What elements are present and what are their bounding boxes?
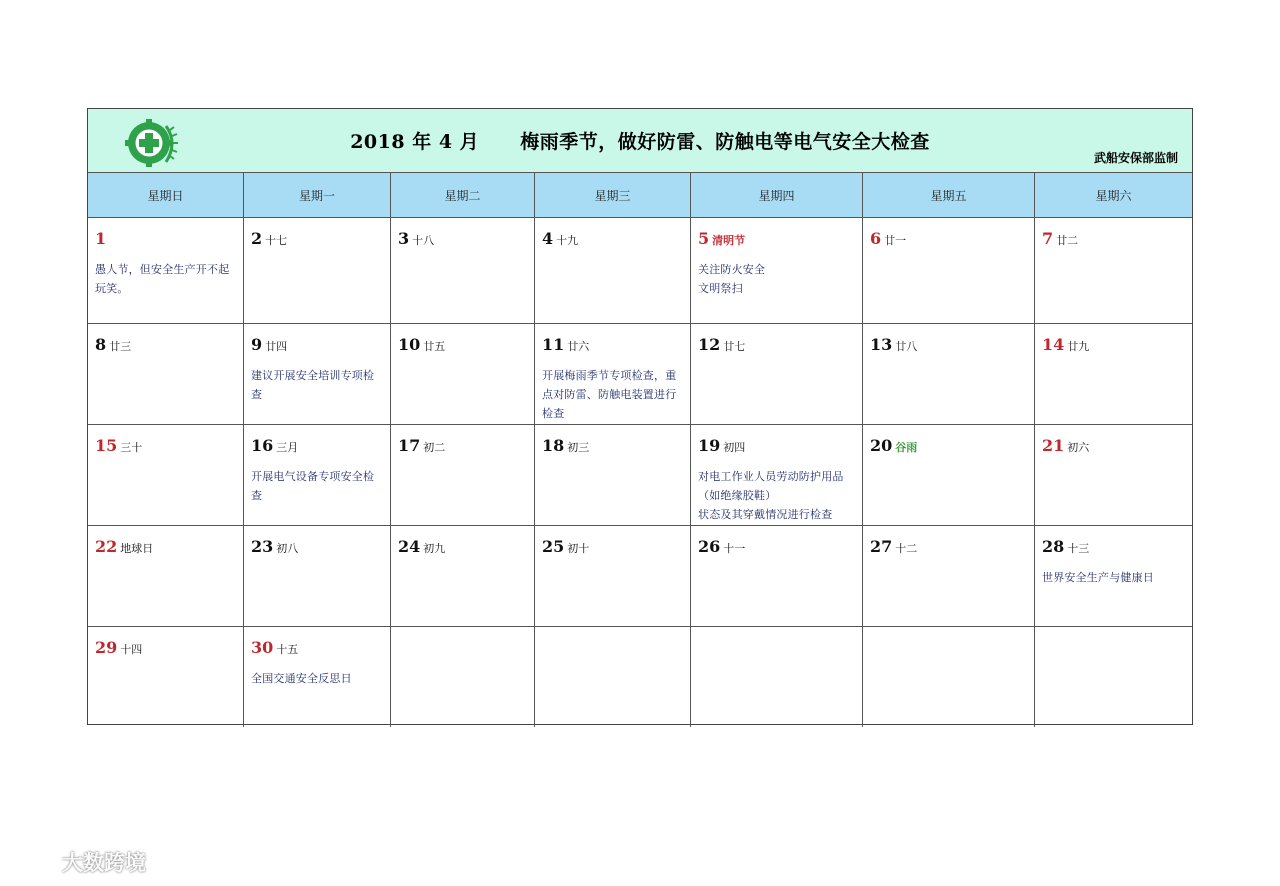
day-number: 23 <box>251 537 274 556</box>
day-number: 12 <box>698 335 721 354</box>
lunar-date: 廿九 <box>1067 340 1090 353</box>
lunar-date: 初八 <box>276 542 299 555</box>
day-cell-20 <box>863 425 1035 525</box>
day-cell-26 <box>691 526 863 626</box>
week-row <box>88 324 1192 425</box>
day-cell-17 <box>391 425 535 525</box>
lunar-date: 十四 <box>120 643 143 656</box>
day-number: 10 <box>398 335 421 354</box>
day-number: 15 <box>95 436 118 455</box>
day-number: 13 <box>870 335 893 354</box>
day-note: 开展电气设备专项安全检查 <box>251 470 375 502</box>
day-header <box>251 335 382 354</box>
lunar-date: 初四 <box>723 441 746 454</box>
day-number: 2 <box>251 229 263 248</box>
day-number: 11 <box>542 335 565 354</box>
day-header <box>251 436 382 455</box>
safety-calendar <box>87 108 1193 725</box>
day-number: 30 <box>251 638 274 657</box>
day-cell-8 <box>88 324 244 424</box>
day-cell-16 <box>244 425 391 525</box>
watermark <box>12 844 146 880</box>
weekday-header-cell: 星期四 <box>691 173 863 217</box>
day-header <box>698 436 854 455</box>
lunar-date: 地球日 <box>120 542 154 555</box>
day-header <box>95 436 235 455</box>
calendar-title <box>88 127 1192 154</box>
day-note: 开展梅雨季节专项检查，重点对防雷、防触电装置进行检查 <box>542 369 677 420</box>
day-header <box>95 335 235 354</box>
day-header <box>398 436 526 455</box>
lunar-date: 谷雨 <box>895 441 918 454</box>
day-header <box>1042 537 1184 556</box>
day-note: 对电工作业人员劳动防护用品（如绝缘胶鞋） 状态及其穿戴情况进行检查 <box>698 470 844 521</box>
day-cell-15 <box>88 425 244 525</box>
lunar-date: 廿六 <box>567 340 590 353</box>
day-cell-28 <box>1035 526 1192 626</box>
day-header <box>870 335 1026 354</box>
day-cell-1 <box>88 218 244 323</box>
day-cell-18 <box>535 425 691 525</box>
day-cell-13 <box>863 324 1035 424</box>
day-header <box>95 638 235 657</box>
lunar-date: 廿一 <box>884 234 907 247</box>
watermark-logo-icon <box>12 847 56 877</box>
day-header <box>698 537 854 556</box>
day-number: 7 <box>1042 229 1054 248</box>
calendar-grid <box>88 218 1192 724</box>
day-cell-7 <box>1035 218 1192 323</box>
lunar-date: 廿八 <box>895 340 918 353</box>
day-number: 9 <box>251 335 263 354</box>
day-number: 8 <box>95 335 107 354</box>
weekday-header-cell: 星期二 <box>391 173 535 217</box>
weekday-header <box>88 173 1192 218</box>
day-header <box>398 335 526 354</box>
day-header <box>251 229 382 248</box>
day-note: 建议开展安全培训专项检查 <box>251 369 375 401</box>
watermark-text: 大数跨境 <box>62 851 146 875</box>
day-cell-21 <box>1035 425 1192 525</box>
day-number: 28 <box>1042 537 1065 556</box>
day-number: 5 <box>698 229 710 248</box>
day-cell-24 <box>391 526 535 626</box>
day-number: 19 <box>698 436 721 455</box>
empty-day-cell <box>535 627 691 727</box>
day-cell-14 <box>1035 324 1192 424</box>
supervisor-label: 武船安保部监制 <box>1093 151 1178 165</box>
day-number: 29 <box>95 638 118 657</box>
day-header <box>870 229 1026 248</box>
weekday-header-cell: 星期三 <box>535 173 691 217</box>
day-number: 18 <box>542 436 565 455</box>
day-cell-25 <box>535 526 691 626</box>
empty-day-cell <box>1035 627 1192 727</box>
day-cell-22 <box>88 526 244 626</box>
weekday-header-cell: 星期五 <box>863 173 1035 217</box>
lunar-date: 初二 <box>423 441 446 454</box>
lunar-date: 初十 <box>567 542 590 555</box>
day-header <box>870 436 1026 455</box>
day-cell-4 <box>535 218 691 323</box>
lunar-date: 初六 <box>1067 441 1090 454</box>
day-header <box>251 537 382 556</box>
lunar-date: 十一 <box>723 542 746 555</box>
empty-day-cell <box>391 627 535 727</box>
day-header <box>398 537 526 556</box>
lunar-date: 十九 <box>556 234 579 247</box>
lunar-date: 廿七 <box>723 340 746 353</box>
day-number: 14 <box>1042 335 1065 354</box>
week-row <box>88 526 1192 627</box>
lunar-date: 十二 <box>895 542 918 555</box>
lunar-date: 十三 <box>1067 542 1090 555</box>
week-row <box>88 218 1192 324</box>
lunar-date: 十七 <box>265 234 288 247</box>
day-header <box>870 537 1026 556</box>
week-row <box>88 627 1192 727</box>
day-header <box>251 638 382 657</box>
day-note: 愚人节，但安全生产开不起玩笑。 <box>95 263 230 295</box>
day-cell-29 <box>88 627 244 727</box>
lunar-date: 十五 <box>276 643 299 656</box>
day-header <box>95 537 235 556</box>
lunar-date: 廿四 <box>265 340 288 353</box>
lunar-date: 廿三 <box>109 340 132 353</box>
day-number: 4 <box>542 229 554 248</box>
day-header <box>698 229 854 248</box>
theme-label: 梅雨季节，做好防雷、防触电等电气安全大检查 <box>520 131 930 153</box>
day-cell-6 <box>863 218 1035 323</box>
day-cell-9 <box>244 324 391 424</box>
day-cell-27 <box>863 526 1035 626</box>
weekday-header-cell: 星期一 <box>244 173 391 217</box>
week-row <box>88 425 1192 526</box>
day-number: 20 <box>870 436 893 455</box>
lunar-date: 初三 <box>567 441 590 454</box>
empty-day-cell <box>691 627 863 727</box>
day-cell-11 <box>535 324 691 424</box>
day-number: 1 <box>95 229 107 248</box>
day-header <box>542 537 682 556</box>
day-cell-2 <box>244 218 391 323</box>
lunar-date: 廿二 <box>1056 234 1079 247</box>
day-number: 26 <box>698 537 721 556</box>
day-header <box>542 436 682 455</box>
day-header <box>542 229 682 248</box>
day-number: 27 <box>870 537 893 556</box>
day-cell-19 <box>691 425 863 525</box>
day-cell-5 <box>691 218 863 323</box>
lunar-date: 清明节 <box>712 234 746 247</box>
day-cell-12 <box>691 324 863 424</box>
day-header <box>698 335 854 354</box>
day-header <box>398 229 526 248</box>
day-note: 全国交通安全反思日 <box>251 672 352 685</box>
day-cell-23 <box>244 526 391 626</box>
title-bar <box>88 109 1192 173</box>
day-note: 世界安全生产与健康日 <box>1042 571 1154 584</box>
lunar-date: 初九 <box>423 542 446 555</box>
day-number: 6 <box>870 229 882 248</box>
day-cell-10 <box>391 324 535 424</box>
day-number: 24 <box>398 537 421 556</box>
day-number: 22 <box>95 537 118 556</box>
day-header <box>1042 335 1184 354</box>
empty-day-cell <box>863 627 1035 727</box>
day-header <box>1042 229 1184 248</box>
day-note: 关注防火安全 文明祭扫 <box>698 263 766 295</box>
day-cell-30 <box>244 627 391 727</box>
lunar-date: 十八 <box>412 234 435 247</box>
day-header <box>95 229 235 248</box>
day-number: 3 <box>398 229 410 248</box>
lunar-date: 廿五 <box>423 340 446 353</box>
month-label: 2018 年 4 月 <box>350 131 480 153</box>
day-number: 21 <box>1042 436 1065 455</box>
day-number: 17 <box>398 436 421 455</box>
day-header <box>542 335 682 354</box>
day-header <box>1042 436 1184 455</box>
weekday-header-cell: 星期六 <box>1095 188 1132 203</box>
day-cell-3 <box>391 218 535 323</box>
lunar-date: 三月 <box>276 441 299 454</box>
day-number: 25 <box>542 537 565 556</box>
lunar-date: 三十 <box>120 441 143 454</box>
weekday-header-cell: 星期日 <box>88 173 244 217</box>
day-number: 16 <box>251 436 274 455</box>
